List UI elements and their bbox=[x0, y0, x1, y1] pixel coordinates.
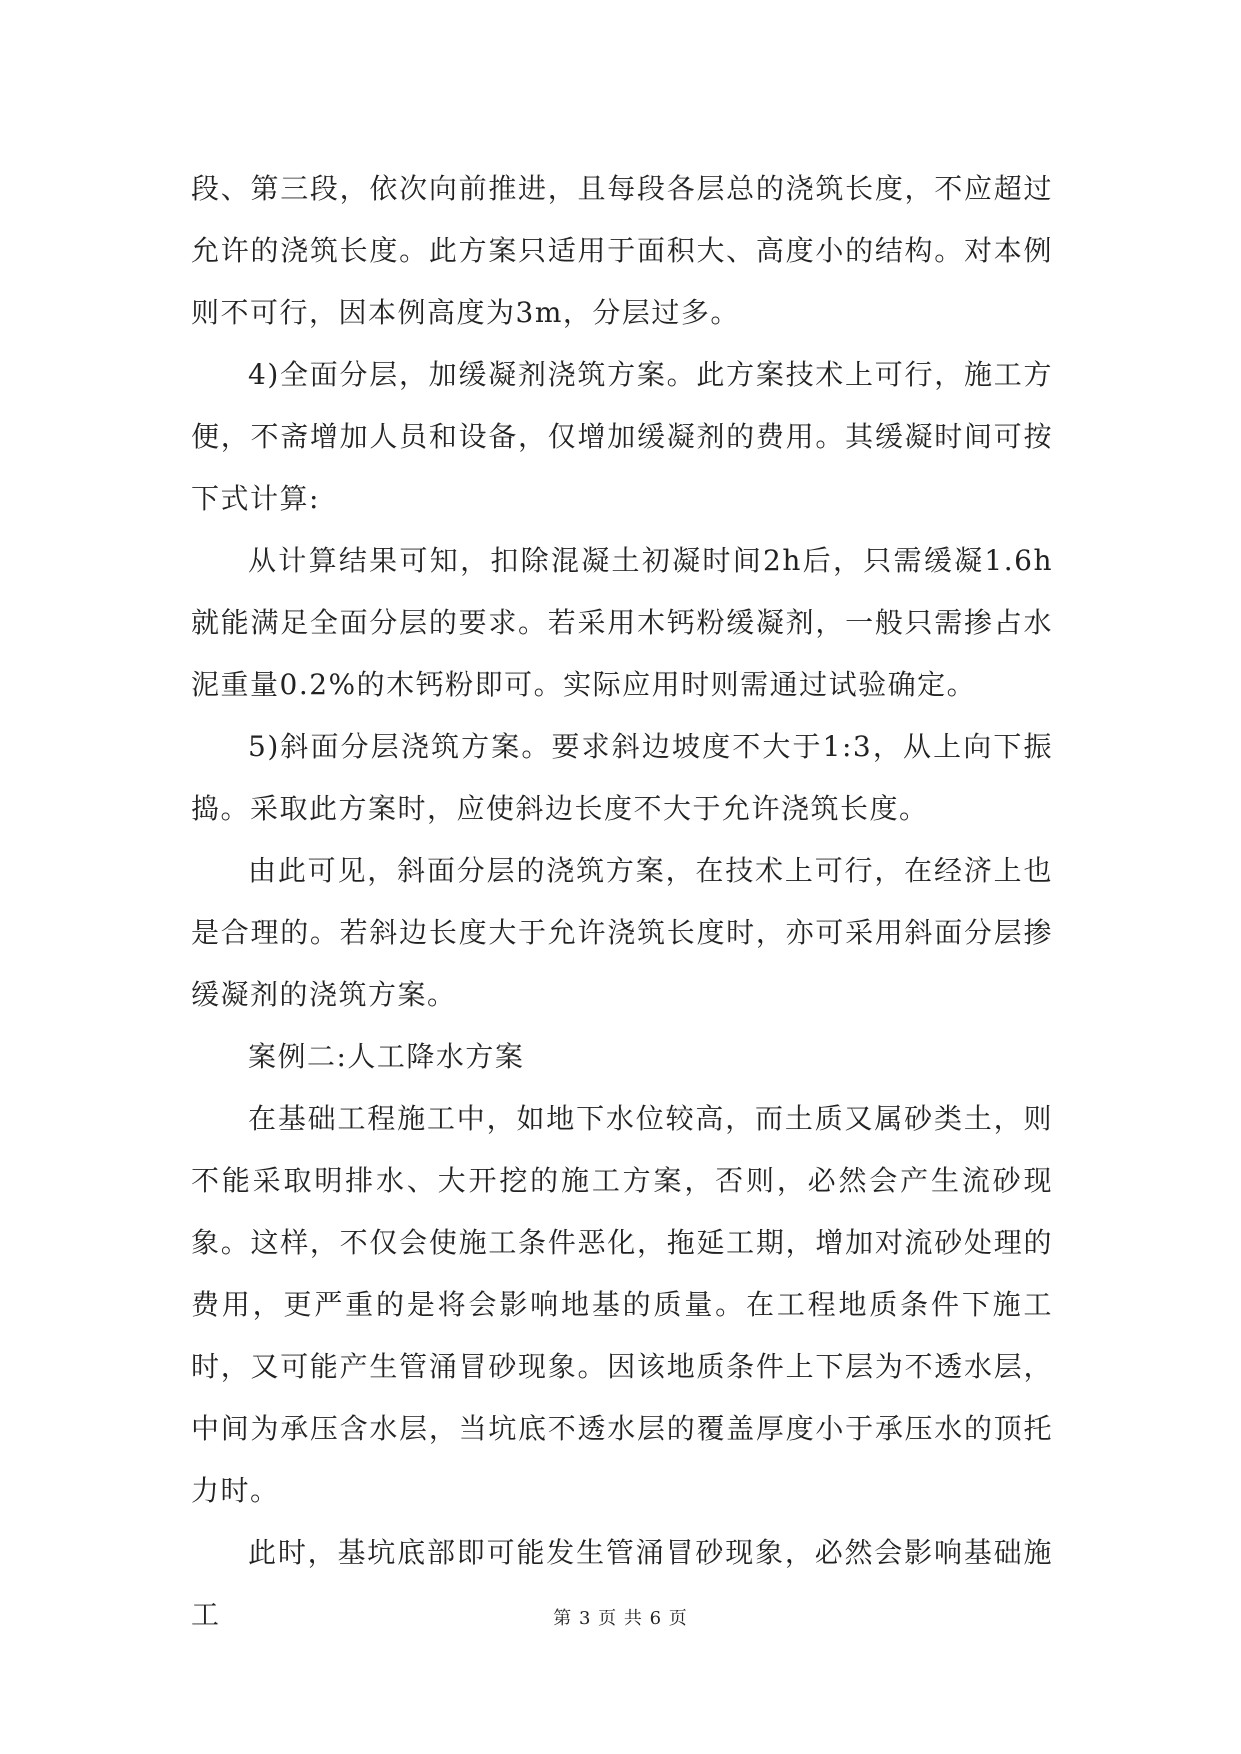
paragraph-conclusion: 由此可见，斜面分层的浇筑方案，在技术上可行，在经济上也是合理的。若斜边长度大于允许浇筑长度时，亦可采用斜面分层掺缓凝剂的浇筑方案。 bbox=[191, 854, 1053, 1011]
paragraph-foundation-engineering: 在基础工程施工中，如地下水位较高，而土质又属砂类土，则不能采取明排水、大开挖的施工方案，否则，必然会产生流砂现象。这样，不仅会使施工条件恶化，拖延工期，增加对流砂处理的费用，更严重的是将会影响地基的质量。在工程地质条件下施工时，又可能产生管涌冒砂现象。因该地质条件上下层为不透水层，中间为承压含水层，当坑底不透水层的覆盖厚度小于承压水的顶托力时。 bbox=[191, 1102, 1053, 1507]
document-body bbox=[191, 158, 1053, 1646]
paragraph-option-5: 5)斜面分层浇筑方案。要求斜边坡度不大于1:3，从上向下振捣。采取此方案时，应使斜边长度不大于允许浇筑长度。 bbox=[191, 730, 1053, 825]
paragraph-option-4: 4)全面分层，加缓凝剂浇筑方案。此方案技术上可行，施工方便，不斋增加人员和设备，仅增加缓凝剂的费用。其缓凝时间可按下式计算: bbox=[191, 358, 1053, 515]
page-number-footer: 第 3 页 共 6 页 bbox=[553, 1608, 688, 1629]
paragraph-continued: 段、第三段，依次向前推进，且每段各层总的浇筑长度，不应超过允许的浇筑长度。此方案只适用于面积大、高度小的结构。对本例则不可行，因本例高度为3m，分层过多。 bbox=[191, 172, 1053, 329]
section-heading-case-2: 案例二:人工降水方案 bbox=[248, 1040, 525, 1073]
paragraph-piping-sand: 此时，基坑底部即可能发生管涌冒砂现象，必然会影响基础施工 bbox=[191, 1536, 1053, 1631]
paragraph-calculation-result: 从计算结果可知，扣除混凝土初凝时间2h后，只需缓凝1.6h就能满足全面分层的要求。若采用木钙粉缓凝剂，一般只需掺占水泥重量0.2%的木钙粉即可。实际应用时则需通过试验确定。 bbox=[191, 544, 1053, 701]
